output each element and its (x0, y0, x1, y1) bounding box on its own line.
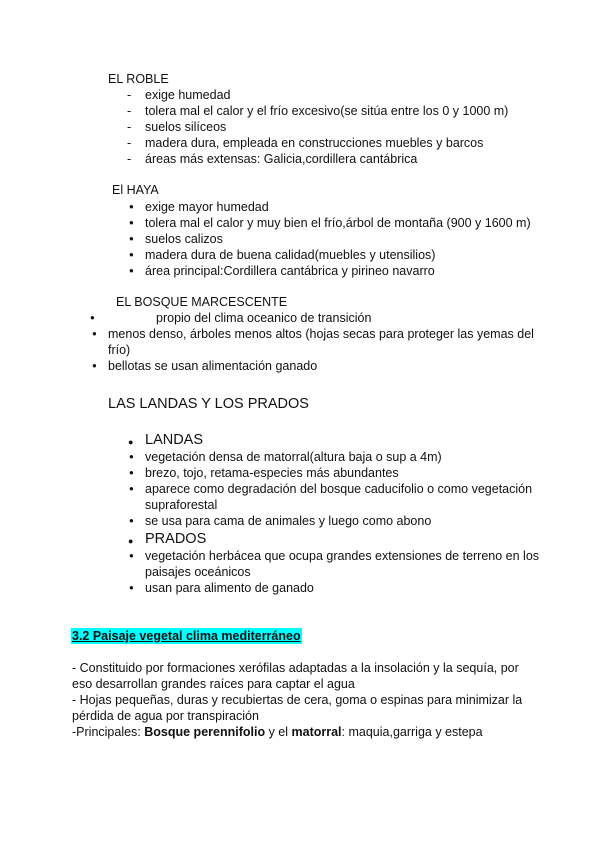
haya-item: ● madera dura de buena calidad(muebles y utensilios) (145, 247, 435, 263)
principales-mid: y el (265, 725, 292, 739)
landas-prados-title: LAS LANDAS Y LOS PRADOS (108, 396, 309, 412)
marcescente-item: ● menos denso, árboles menos altos (hojas secas para proteger las yemas del (108, 326, 534, 342)
paragraph-line (72, 724, 483, 740)
roble-item: - suelos silíceos (145, 119, 226, 135)
paragraph-line: pérdida de agua por transpiración (72, 709, 259, 723)
landas-heading: ● LANDAS (145, 431, 203, 449)
bosque-perennifolio: Bosque perennifolio (144, 725, 266, 739)
roble-item: - madera dura, empleada en construcciones muebles y barcos (145, 135, 483, 151)
matorral: matorral (291, 725, 342, 739)
paragraph-line: eso desarrollan grandes raíces para captar el agua (72, 677, 355, 691)
paragraph-line: - Hojas pequeñas, duras y recubiertas de cera, goma o espinas para minimizar la (72, 693, 523, 707)
landas-item-cont: supraforestal (145, 498, 218, 512)
haya-item: ● área principal:Cordillera cantábrica y pirineo navarro (145, 263, 435, 279)
landas-item: ● brezo, tojo, retama-especies más abundantes (145, 465, 399, 481)
principales-suffix: : maquia,garriga y estepa (341, 725, 483, 739)
marcescente-item: propio del clima oceanico de transición (156, 311, 372, 325)
marcescente-item: ● bellotas se usan alimentación ganado (108, 358, 317, 374)
haya-title: El HAYA (112, 183, 159, 197)
roble-item: - tolera mal el calor y el frío excesivo(se sitúa entre los 0 y 1000 m) (145, 103, 508, 119)
prados-item-cont: paisajes oceánicos (145, 565, 251, 579)
landas-item: ● se usa para cama de animales y luego como abono (145, 513, 431, 529)
paragraph-line: - Constituido por formaciones xerófilas adaptadas a la insolación y la sequía, por (72, 661, 519, 675)
haya-item: ● tolera mal el calor y muy bien el frío,árbol de montaña (900 y 1600 m) (145, 215, 531, 231)
prados-item: ● vegetación herbácea que ocupa grandes extensiones de terreno en los (145, 548, 539, 564)
roble-item: - áreas más extensas: Galicia,cordillera cantábrica (145, 151, 417, 167)
landas-item: ● vegetación densa de matorral(altura baja o sup a 4m) (145, 449, 442, 465)
haya-item: ● suelos calizos (145, 231, 223, 247)
marcescente-title: EL BOSQUE MARCESCENTE (116, 295, 288, 309)
section-heading: 3.2 Paisaje vegetal clima mediterráneo (72, 629, 301, 643)
landas-item: ● aparece como degradación del bosque caducifolio o como vegetación (145, 481, 532, 497)
principales-prefix: -Principales: (72, 725, 145, 739)
marcescente-item-cont: frío) (108, 343, 131, 357)
roble-title: EL ROBLE (108, 72, 169, 86)
haya-item: ● exige mayor humedad (145, 199, 269, 215)
prados-heading: ● PRADOS (145, 530, 206, 548)
prados-item: ● usan para alimento de ganado (145, 580, 314, 596)
bullet-icon: ● (90, 313, 95, 322)
roble-item: - exige humedad (145, 87, 230, 103)
